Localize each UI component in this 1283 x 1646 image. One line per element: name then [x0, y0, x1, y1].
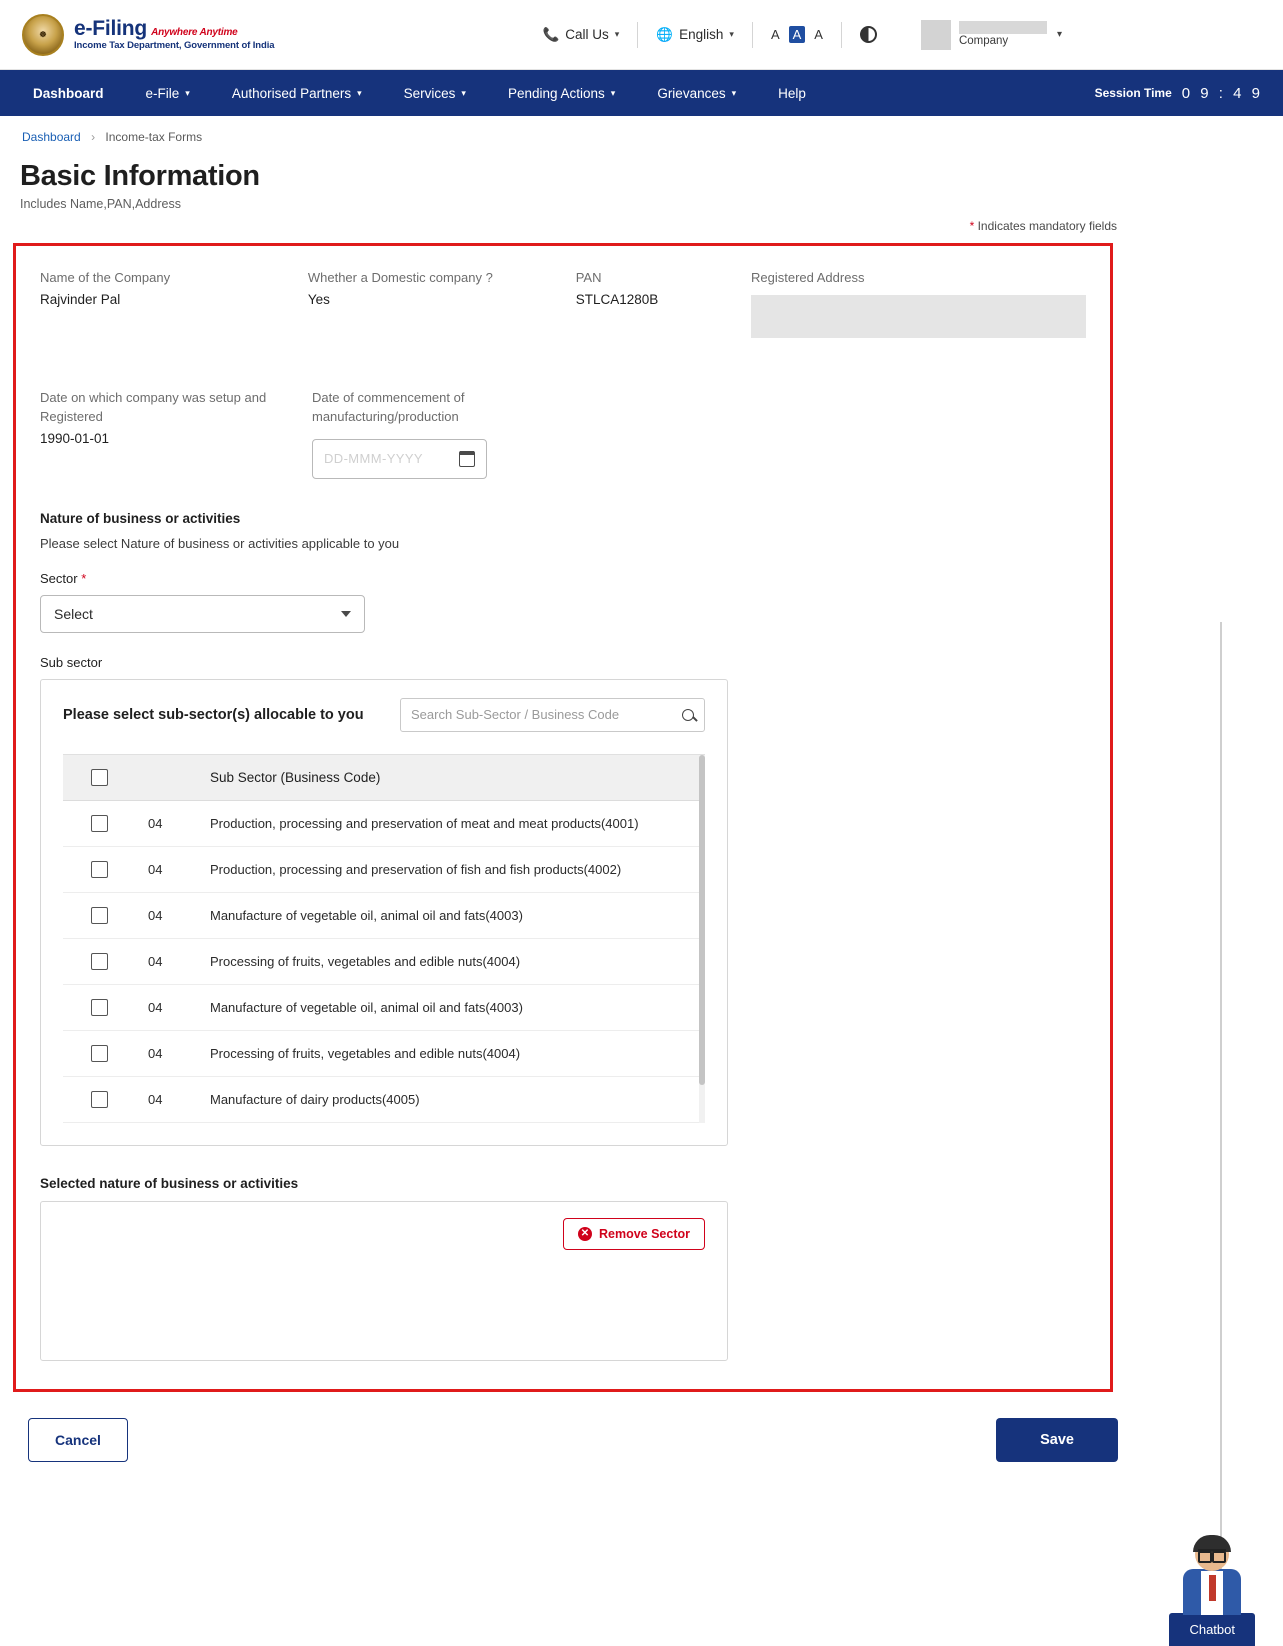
main-navigation: [0, 70, 1283, 116]
nature-section-title: Nature of business or activities: [40, 510, 241, 526]
session-timer-label: Session Time: [1094, 86, 1172, 100]
nav-label: Dashboard: [33, 85, 104, 101]
remove-sector-label: Remove Sector: [598, 1226, 690, 1241]
mandatory-note-text: Indicates mandatory fields: [977, 219, 1117, 233]
table-scrollbar-thumb[interactable]: [699, 755, 705, 1085]
chevron-down-icon: ▾: [461, 87, 466, 98]
user-name-masked: [959, 21, 1047, 34]
cancel-button[interactable]: Cancel: [28, 1418, 128, 1462]
user-account-menu[interactable]: [921, 20, 1062, 50]
calendar-icon[interactable]: [459, 451, 475, 467]
row-code: 04: [148, 815, 163, 831]
chevron-down-icon: ▾: [610, 87, 616, 98]
row-checkbox[interactable]: [91, 999, 108, 1016]
font-size-normal-button[interactable]: A: [789, 26, 806, 43]
row-code: 04: [148, 861, 163, 877]
row-checkbox[interactable]: [91, 907, 108, 924]
commencement-date-label: Date of commencement of manufacturing/production: [312, 389, 465, 424]
company-name-label: Name of the Company: [40, 270, 171, 285]
form-actions: [28, 1418, 1118, 1462]
globe-icon: 🌐: [656, 26, 674, 42]
registered-address-field: [751, 268, 1086, 338]
nav-item-authorised-partners[interactable]: [211, 70, 383, 116]
nav-item-services[interactable]: [383, 70, 487, 116]
table-row[interactable]: [63, 1077, 705, 1123]
commencement-date-input[interactable]: [312, 439, 487, 479]
nature-section-description: Please select Nature of business or activities applicable to you: [40, 535, 400, 551]
table-row[interactable]: [63, 1031, 705, 1077]
brand-subtitle: Income Tax Department, Government of India: [74, 40, 275, 52]
chatbot-label[interactable]: Chatbot: [1169, 1613, 1255, 1646]
nav-item-efile[interactable]: [125, 70, 211, 116]
page-subtitle: Includes Name,PAN,Address: [20, 197, 181, 211]
mandatory-star: *: [81, 570, 87, 586]
row-code: 04: [148, 1045, 163, 1061]
remove-sector-button[interactable]: [563, 1218, 705, 1250]
chevron-down-icon: ▾: [614, 29, 620, 39]
row-name: Processing of fruits, vegetables and edible nuts(4004): [210, 1045, 521, 1061]
font-size-controls[interactable]: [753, 18, 841, 52]
nav-label: Authorised Partners: [231, 85, 352, 101]
table-row[interactable]: [63, 893, 705, 939]
row-checkbox[interactable]: [91, 1045, 108, 1062]
save-button[interactable]: Save: [996, 1418, 1118, 1462]
domestic-company-label: Whether a Domestic company ?: [307, 270, 493, 285]
row-checkbox[interactable]: [91, 953, 108, 970]
pan-value: STLCA1280B: [575, 291, 659, 307]
call-us-label: Call Us: [565, 27, 609, 42]
chevron-down-icon: ▾: [357, 87, 362, 98]
nav-label: Help: [778, 85, 806, 101]
sub-sector-table: [63, 754, 705, 1123]
row-checkbox[interactable]: [91, 1091, 108, 1108]
row-name: Production, processing and preservation of meat and meat products(4001): [210, 815, 639, 831]
row-name: Manufacture of vegetable oil, animal oil and fats(4003): [210, 999, 523, 1015]
company-name-field: [40, 268, 308, 338]
row-code: 04: [148, 953, 163, 969]
row-name: Manufacture of vegetable oil, animal oil and fats(4003): [210, 907, 523, 923]
chevron-down-icon: [341, 611, 351, 617]
nav-label: Services: [403, 85, 456, 101]
commencement-date-placeholder: DD-MMM-YYYY: [324, 451, 424, 466]
select-all-checkbox[interactable]: [91, 769, 108, 786]
sub-sector-label: Sub sector: [40, 654, 103, 670]
nav-label: e-File: [145, 85, 180, 101]
pan-label: PAN: [575, 270, 602, 285]
page-title: Basic Information: [20, 160, 260, 192]
row-code: 04: [148, 999, 163, 1015]
breadcrumb-separator: ›: [91, 130, 96, 144]
nav-item-pending-actions[interactable]: [487, 70, 636, 116]
page-divider: [1220, 622, 1222, 1646]
selected-nature-box: [40, 1201, 728, 1361]
sector-label-text: Sector: [40, 570, 78, 586]
table-row[interactable]: [63, 847, 705, 893]
contrast-toggle[interactable]: [842, 18, 895, 52]
sector-select[interactable]: [40, 595, 365, 633]
table-row[interactable]: [63, 939, 705, 985]
brand-tagline: Anywhere Anytime: [151, 26, 238, 38]
search-icon[interactable]: [682, 709, 694, 721]
nav-label: Grievances: [657, 85, 726, 101]
column-header-sub-sector: Sub Sector (Business Code): [210, 769, 381, 785]
breadcrumb-current: Income-tax Forms: [105, 130, 203, 144]
chevron-down-icon: ▾: [731, 87, 737, 98]
mandatory-star: *: [969, 219, 975, 233]
breadcrumb: [20, 116, 1263, 154]
row-name: Production, processing and preservation of fish and fish products(4002): [210, 861, 622, 877]
user-role: Company: [958, 34, 1009, 47]
nav-item-grievances[interactable]: [636, 70, 757, 116]
row-code: 04: [148, 907, 163, 923]
setup-date-value: 1990-01-01: [40, 430, 110, 446]
font-size-increase-button[interactable]: A: [814, 27, 823, 42]
setup-date-field: [40, 388, 312, 479]
commencement-date-field: [312, 388, 584, 479]
chevron-down-icon: ▾: [185, 87, 190, 98]
contrast-icon: [860, 26, 877, 43]
mandatory-fields-note: [20, 219, 1263, 233]
nav-item-dashboard[interactable]: [12, 70, 125, 116]
row-checkbox[interactable]: [91, 861, 108, 878]
remove-circle-icon: ✕: [578, 1227, 592, 1241]
font-size-decrease-button[interactable]: A: [770, 27, 780, 42]
table-row[interactable]: [63, 801, 705, 847]
row-name: Processing of fruits, vegetables and edible nuts(4004): [210, 953, 521, 969]
top-header: [0, 0, 1283, 70]
chatbot-widget[interactable]: [1169, 1535, 1255, 1646]
national-emblem-icon: ☸: [22, 14, 64, 56]
row-name: Manufacture of dairy products(4005): [210, 1091, 420, 1107]
row-code: 04: [148, 1091, 163, 1107]
phone-icon: 📞: [542, 26, 560, 42]
chevron-down-icon: ▾: [1056, 29, 1062, 40]
language-label: English: [679, 27, 724, 42]
sub-sector-search-input[interactable]: [400, 698, 705, 732]
chevron-down-icon: ▾: [729, 29, 734, 39]
sub-sector-search-placeholder: Search Sub-Sector / Business Code: [411, 707, 620, 722]
sector-select-value: Select: [54, 605, 93, 622]
registered-address-label: Registered Address: [751, 270, 865, 285]
session-timer: [1095, 85, 1263, 102]
setup-date-label: Date on which company was setup and Registered: [40, 389, 267, 424]
nav-label: Pending Actions: [507, 85, 605, 101]
table-header-row: [63, 755, 705, 801]
table-row[interactable]: [63, 985, 705, 1031]
domestic-company-field: [308, 268, 576, 338]
nav-item-help[interactable]: [757, 70, 827, 116]
brand-logo[interactable]: [22, 14, 274, 56]
session-timer-value: 0 9 : 4 9: [1181, 84, 1263, 102]
avatar: [921, 20, 951, 50]
language-menu[interactable]: [638, 18, 752, 52]
call-us-menu[interactable]: [524, 18, 637, 52]
sector-label: [40, 571, 1086, 586]
breadcrumb-dashboard-link[interactable]: Dashboard: [22, 130, 81, 144]
sub-sector-panel: [40, 679, 728, 1146]
brand-title: e-Filing: [74, 16, 148, 40]
company-name-value: Rajvinder Pal: [40, 291, 121, 307]
selected-nature-label: Selected nature of business or activities: [40, 1175, 299, 1191]
domestic-company-value: Yes: [307, 291, 330, 307]
table-scrollbar[interactable]: [699, 755, 705, 1123]
row-checkbox[interactable]: [91, 815, 108, 832]
basic-information-form: [13, 243, 1113, 1392]
sub-sector-panel-title: Please select sub-sector(s) allocable to you: [63, 706, 364, 723]
pan-field: [576, 268, 751, 338]
chatbot-avatar-icon[interactable]: [1177, 1535, 1247, 1613]
registered-address-value: [751, 295, 1086, 338]
